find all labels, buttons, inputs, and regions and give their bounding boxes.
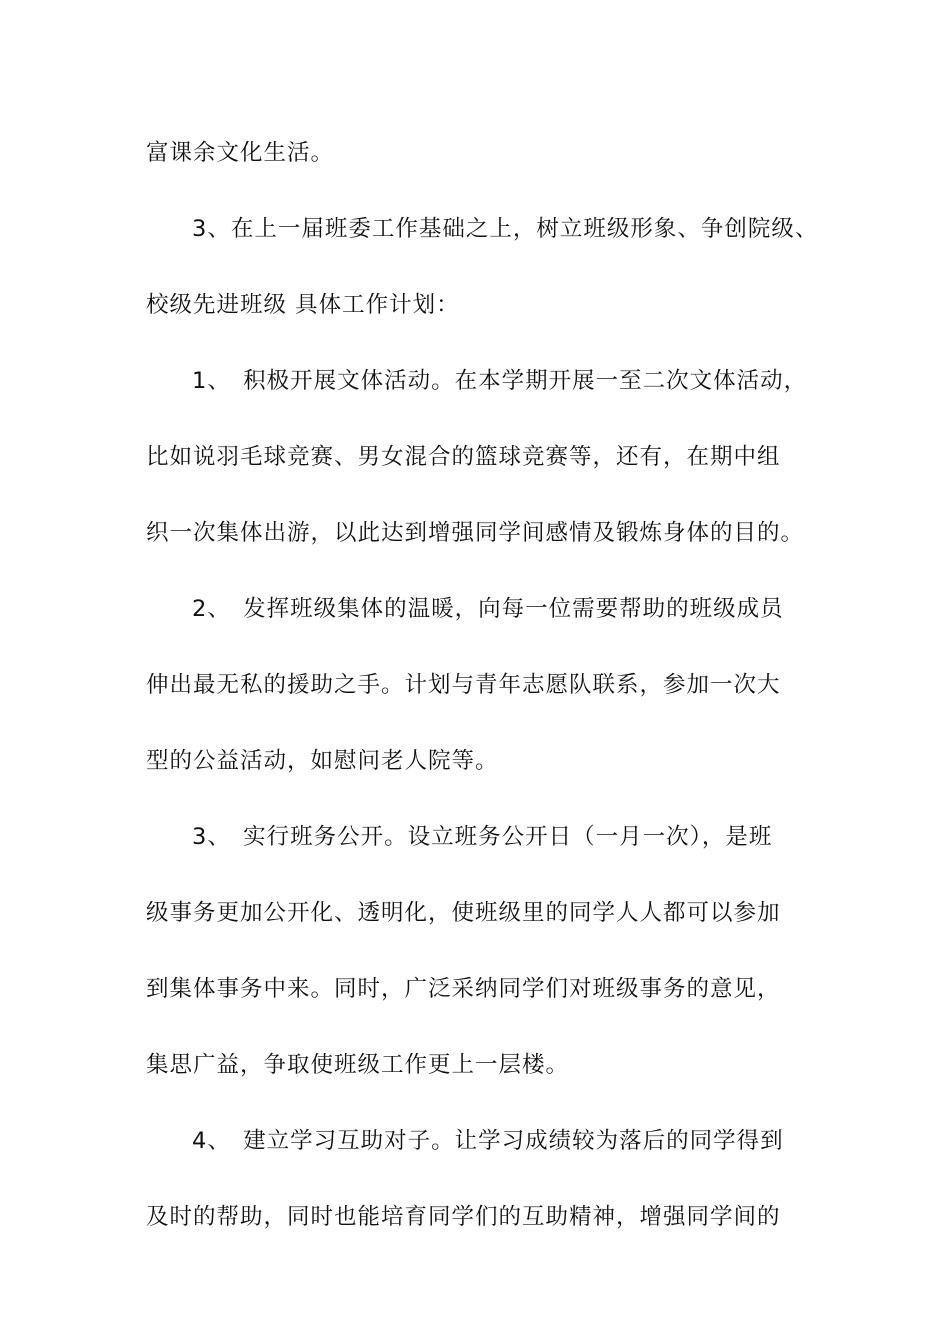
text-line: 型的公益活动，如慰问老人院等。 <box>146 748 499 774</box>
text-line: 1、 积极开展文体活动。在本学期开展一至二次文体活动， <box>192 368 808 394</box>
text-line: 校级先进班级 具体工作计划： <box>146 292 460 318</box>
text-line: 织一次集体出游，以此达到增强同学间感情及锻炼身体的目的。 <box>146 520 805 546</box>
text-line: 3、 实行班务公开。设立班务公开日（一月一次），是班 <box>192 824 773 850</box>
text-line: 3、在上一届班委工作基础之上，树立班级形象、争创院级、 <box>192 216 819 242</box>
text-line: 2、 发挥班级集体的温暖，向每一位需要帮助的班级成员 <box>192 596 784 622</box>
text-line: 比如说羽毛球竞赛、男女混合的篮球竞赛等，还有，在期中组 <box>146 444 781 470</box>
text-line: 4、 建立学习互助对子。让学习成绩较为落后的同学得到 <box>192 1128 784 1154</box>
text-line: 伸出最无私的援助之手。计划与青年志愿队联系，参加一次大 <box>146 672 781 698</box>
text-line: 级事务更加公开化、透明化，使班级里的同学人人都可以参加 <box>146 900 781 926</box>
text-line: 到集体事务中来。同时，广泛采纳同学们对班级事务的意见， <box>146 976 781 1002</box>
text-line: 及时的帮助，同时也能培育同学们的互助精神，增强同学间的 <box>146 1204 781 1230</box>
text-line: 集思广益，争取使班级工作更上一层楼。 <box>146 1052 570 1078</box>
text-line: 富课余文化生活。 <box>146 140 335 166</box>
